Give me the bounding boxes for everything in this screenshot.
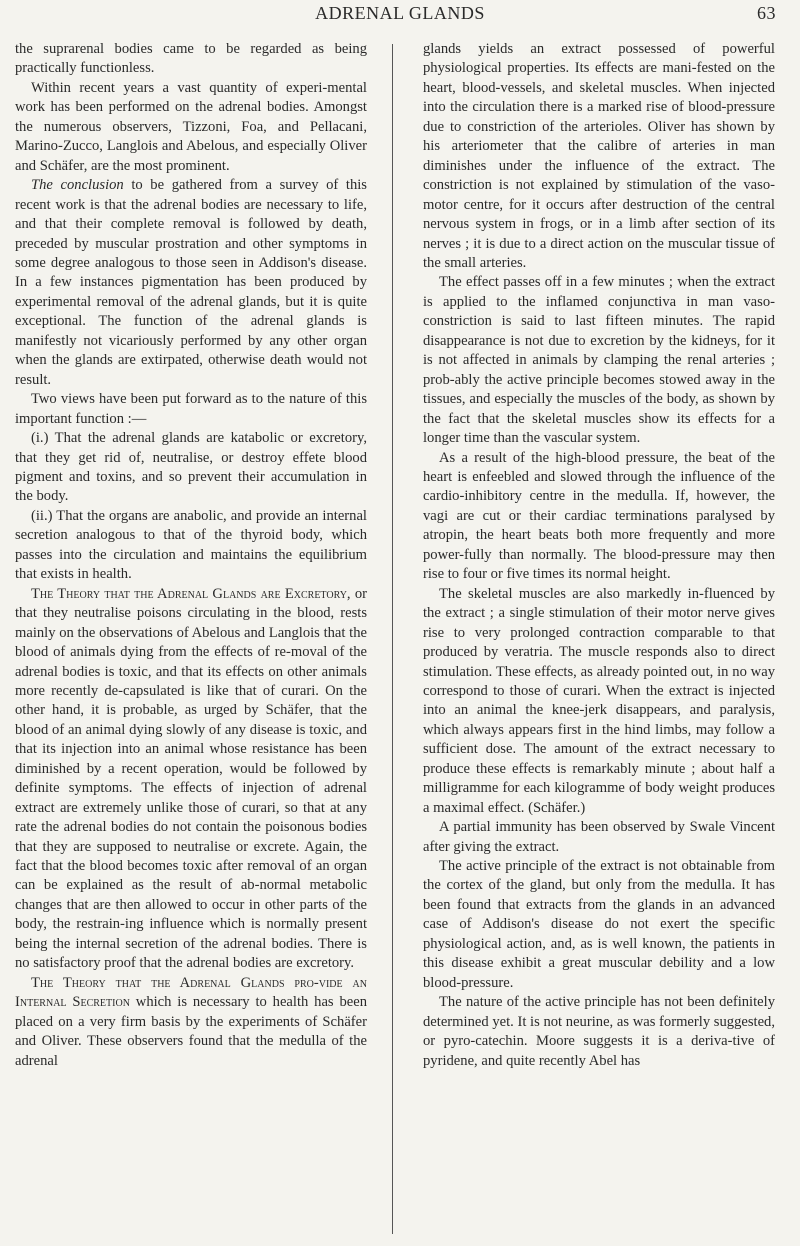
paragraph [15,585,367,974]
section-heading: The Theory that the Adrenal Glands are Excretory, [31,585,351,602]
paragraph: Two views have been put forward as to the nature of this important function :— [15,391,367,427]
paragraph: the suprarenal bodies came to be regarded as being practically functionless. [15,41,367,77]
paragraph: The active principle of the extract is not obtainable from the cortex of the gland, but only from the medulla. It has been found that extracts from the glands in an advanced case of Addison's disease do not exert the specific physiological action, and, as is well known, the patients in this disease exhibit a great muscular debility and a low blood-pressure. [423,858,775,991]
paragraph-text: or that they neutralise poisons circulating in the blood, rests mainly on the observations of Abelous and Langlois that the blood of animals dying from the effects of re-moval of the adrenal bodies is toxic, and that its effects on other animals more recently de-capsulated is like that of curari. On the other hand, it is probable, as urged by Schäfer, that the blood of an animal dying slowly of any disease is toxic, and that its injection into an animal whose resistance has been diminished by a recent operation, would be followed by definite symptoms. The effects of injection of adrenal extract are extremely unlike those of curari, so that at any rate the adrenal bodies do not contain the poisonous bodies that they are supposed to neutralise or excrete. Again, the fact that the blood becomes toxic after removal of an organ can be explained as the result of ab-normal metabolic changes that are then allowed to occur in other parts of the body, the restrain-ing influence which is normally present being the internal secretion of the adrenal bodies. There is no satisfactory proof that the adrenal bodies are excretory. [15,585,367,972]
paragraph: The effect passes off in a few minutes ; when the extract is applied to the inflamed conjunctiva in man vaso-constriction is said to last fifteen minutes. The rapid disappearance is not due to excretion by the kidneys, for it is not affected in animals by clamping the renal arteries ; prob-ably the active principle becomes stowed away in the tissues, and especially the muscles of the body, as shown by the fact that the skeletal muscles show its effects for a longer time than the vascular system. [423,274,775,447]
paragraph: (i.) That the adrenal glands are katabolic or excretory, that they get rid of, neutralise, or destroy effete blood pigment and toxins, and so prevent their accumulation in the body. [15,430,367,505]
paragraph: As a result of the high-blood pressure, the beat of the heart is enfeebled and slowed through the influence of the cardio-inhibitory centre in the medulla. If, however, the vagi are cut or their cardiac terminations paralysed by atropin, the heart beats both more frequently and more power-fully than normally. The blood-pressure may then rise to four or five times its normal height. [423,449,775,583]
paragraph [15,974,367,1071]
paragraph: Within recent years a vast quantity of experi-mental work has been performed on the adrenal bodies. Amongst the numerous observers, Tizzoni, Foa, and Pellacani, Marino-Zucco, Langlois and Abelous, and especially Oliver and Schäfer, are the most prominent. [15,79,367,174]
right-column [423,40,775,1071]
paragraph: The nature of the active principle has not been definitely determined yet. It is not neurine, as was formerly suggested, or pyro-catechin. Moore suggests it is a deriva-tive of pyridene, and quite recently Abel has [423,994,775,1069]
left-column [15,40,367,1071]
running-title: ADRENAL GLANDS [315,3,485,23]
paragraph-lead: The conclusion [31,177,124,194]
column-divider [392,44,393,1234]
page-number: 63 [757,3,776,23]
running-header [0,3,800,27]
paragraph: glands yields an extract possessed of powerful physiological properties. Its effects are mani-fested on the heart, blood-vessels, and skeletal muscles. When injected into the circulation there is a marked rise of blood-pressure due to constriction of the arterioles. Oliver has shown by his arteriometer that the calibre of arteries in man diminishes under the influence of the extract. The constriction is not explained by stimulation of the vaso-motor centre, for it occurs after destruction of the central nervous system in frogs, or in a limb after section of its nerves ; it is due to a direct action on the muscular tissue of the small arteries. [423,41,775,271]
paragraph: A partial immunity has been observed by Swale Vincent after giving the extract. [423,819,775,855]
paragraph: The skeletal muscles are also markedly in-fluenced by the extract ; a single stimulation of their motor nerve gives rise to very prolonged contraction comparable to that produced by veratria. The muscle responds also to direct stimulation. These effects, as already pointed out, in no way correspond to those of curari. When the extract is injected into an animal the knee-jerk disappears, and paralysis, which always appears first in the hind limbs, may follow a sufficient dose. The amount of the extract necessary to produce these effects is remarkably minute ; about half a milligramme for each kilogramme of body weight produces a maximal effect. (Schäfer.) [423,585,775,816]
section-heading: The Theory that the Adrenal Glands pro-vide an Internal Secretion [15,974,367,1011]
paragraph: (ii.) That the organs are anabolic, and provide an internal secretion analogous to that of the thyroid body, which passes into the circulation and maintains the equilibrium that exists in health. [15,507,367,583]
paragraph-text: to be gathered from a survey of this recent work is that the adrenal bodies are necessary to life, and that their complete removal is followed by death, preceded by muscular prostration and other symptoms in some degree analogous to those seen in Addison's disease. In a few instances pigmentation has been produced by experimental removal of the adrenal glands, but it is quite exceptional. The function of the adrenal glands is manifestly not vicariously performed by any other organ when the glands are extirpated, otherwise death would not result. [15,177,367,388]
paragraph-text: which is necessary to health has been placed on a very firm basis by the experiments of Schäfer and Oliver. These observers found that the medulla of the adrenal [15,994,368,1069]
paragraph [15,176,367,390]
